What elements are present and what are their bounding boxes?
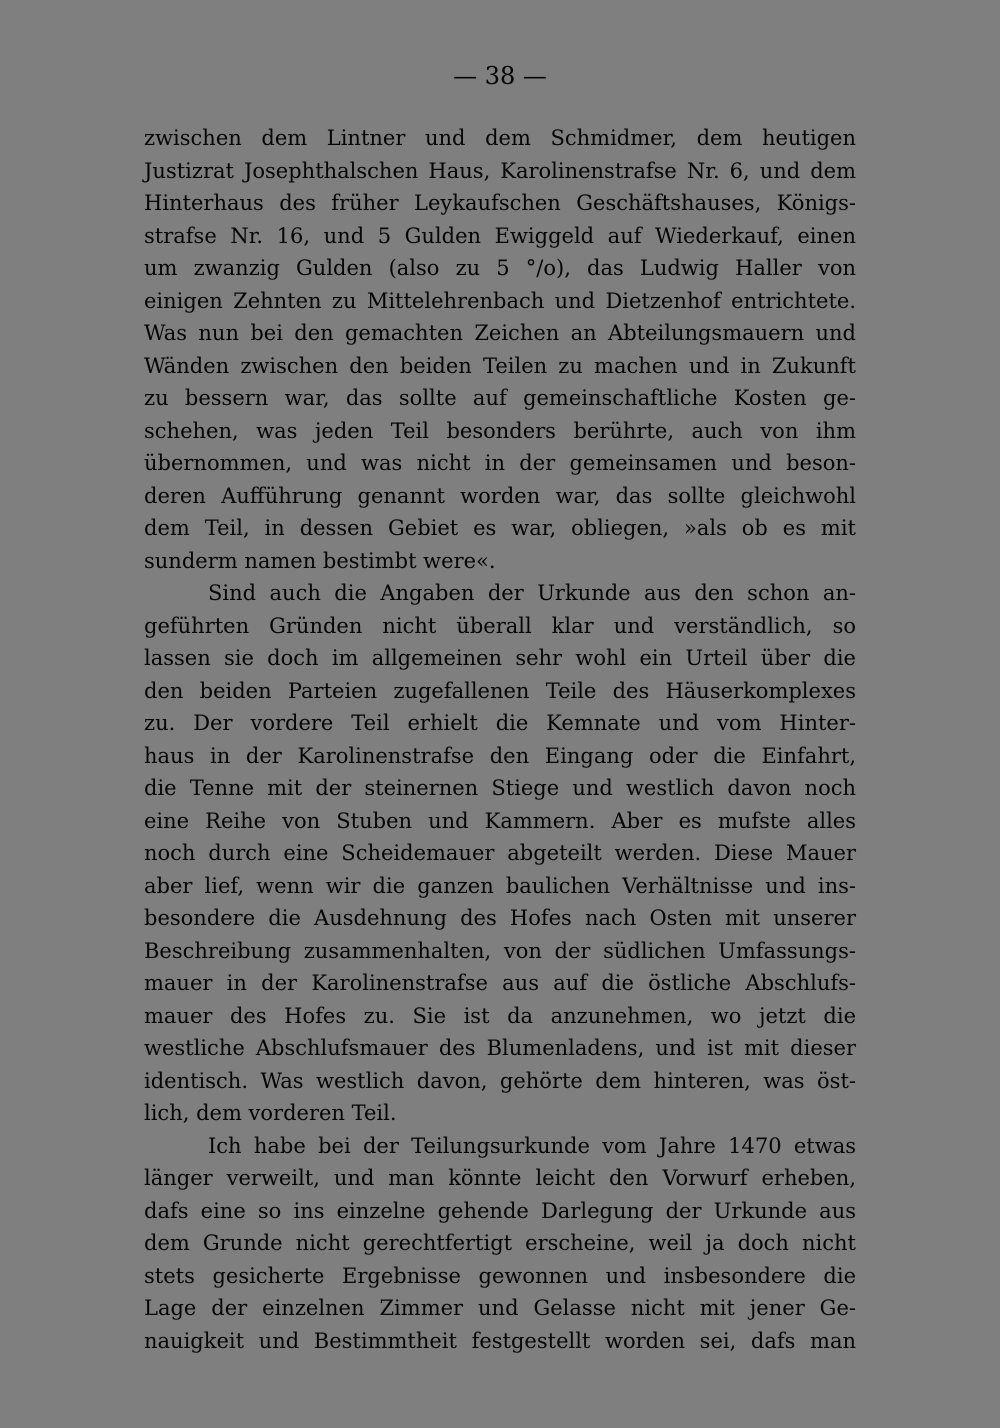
text-line: Was nun bei den gemachten Zeichen an Abteilungsmauern und bbox=[144, 321, 856, 345]
text-line: haus in der Karolinenstrafse den Eingang oder die Einfahrt, bbox=[144, 743, 856, 768]
text-line: zu. Der vordere Teil erhielt die Kemnate und vom Hinter- bbox=[144, 711, 856, 735]
text-line: übernommen, und was nicht in der gemeinsamen und beson- bbox=[144, 451, 856, 475]
text-line: dafs eine so ins einzelne gehende Darlegung der Urkunde aus bbox=[144, 1198, 856, 1223]
text-line: westliche Abschlufsmauer des Blumenladens, und ist mit dieser bbox=[144, 1036, 856, 1060]
text-line: Beschreibung zusammenhalten, von der südlichen Umfassungs- bbox=[144, 938, 856, 963]
text-line: noch durch eine Scheidemauer abgeteilt werden. Diese Mauer bbox=[144, 841, 856, 865]
text-line: mauer in der Karolinenstrafse aus auf die östliche Abschlufs- bbox=[144, 971, 856, 995]
text-line: stets gesicherte Ergebnisse gewonnen und insbesondere die bbox=[144, 1263, 856, 1288]
text-line: dem Grunde nicht gerechtfertigt erscheine, weil ja doch nicht bbox=[144, 1231, 856, 1255]
text-line: aber lief, wenn wir die ganzen baulichen Verhältnisse und ins- bbox=[144, 873, 856, 898]
text-line: eine Reihe von Stuben und Kammern. Aber es mufste alles bbox=[144, 808, 856, 833]
text-line: mauer des Hofes zu. Sie ist da anzunehmen, wo jetzt die bbox=[144, 1003, 856, 1028]
text-line: Wänden zwischen den beiden Teilen zu machen und in Zukunft bbox=[144, 353, 856, 378]
text-line: Sind auch die Angaben der Urkunde aus den schon an- bbox=[208, 581, 856, 605]
text-line: lich, dem vorderen Teil. bbox=[144, 1101, 397, 1125]
text-line: Lage der einzelnen Zimmer und Gelasse nicht mit jener Ge- bbox=[144, 1296, 856, 1320]
body-text bbox=[144, 122, 856, 1357]
text-line: geführten Gründen nicht überall klar und verständlich, so bbox=[144, 613, 856, 638]
text-line: sunderm namen bestimbt were«. bbox=[144, 548, 496, 573]
text-line: deren Aufführung genannt worden war, das sollte gleichwohl bbox=[144, 483, 856, 508]
text-line: Justizrat Josephthalschen Haus, Karolinenstrafse Nr. 6, und dem bbox=[144, 158, 856, 183]
text-line: zwischen dem Lintner und dem Schmidmer, dem heutigen bbox=[144, 126, 856, 150]
text-line: nauigkeit und Bestimmtheit festgestellt worden sei, dafs man bbox=[144, 1328, 856, 1353]
text-line: schehen, was jeden Teil besonders berührte, auch von ihm bbox=[144, 418, 856, 443]
text-line: strafse Nr. 16, und 5 Gulden Ewiggeld auf Wiederkauf, einen bbox=[144, 223, 856, 248]
text-line: einigen Zehnten zu Mittelehrenbach und Dietzenhof entrichtete. bbox=[144, 288, 856, 313]
text-line: lassen sie doch im allgemeinen sehr wohl ein Urteil über die bbox=[144, 646, 856, 670]
text-line: die Tenne mit der steinernen Stiege und westlich davon noch bbox=[144, 776, 856, 800]
text-line: dem Teil, in dessen Gebiet es war, obliegen, »als ob es mit bbox=[144, 516, 856, 540]
text-line: identisch. Was westlich davon, gehörte dem hinteren, was öst- bbox=[144, 1068, 856, 1093]
page-number: — 38 — bbox=[453, 62, 547, 90]
text-line: länger verweilt, und man könnte leicht den Vorwurf erheben, bbox=[144, 1166, 856, 1190]
text-line: Ich habe bei der Teilungsurkunde vom Jahre 1470 etwas bbox=[208, 1133, 856, 1158]
text-line: zu bessern war, das sollte auf gemeinschaftliche Kosten ge- bbox=[144, 386, 856, 410]
text-line: besondere die Ausdehnung des Hofes nach Osten mit unserer bbox=[144, 906, 856, 930]
text-line: Hinterhaus des früher Leykaufschen Geschäftshauses, Königs- bbox=[144, 191, 856, 215]
text-line: um zwanzig Gulden (also zu 5 °/o), das Ludwig Haller von bbox=[144, 256, 856, 280]
text-line: den beiden Parteien zugefallenen Teile des Häuserkomplexes bbox=[144, 678, 856, 703]
